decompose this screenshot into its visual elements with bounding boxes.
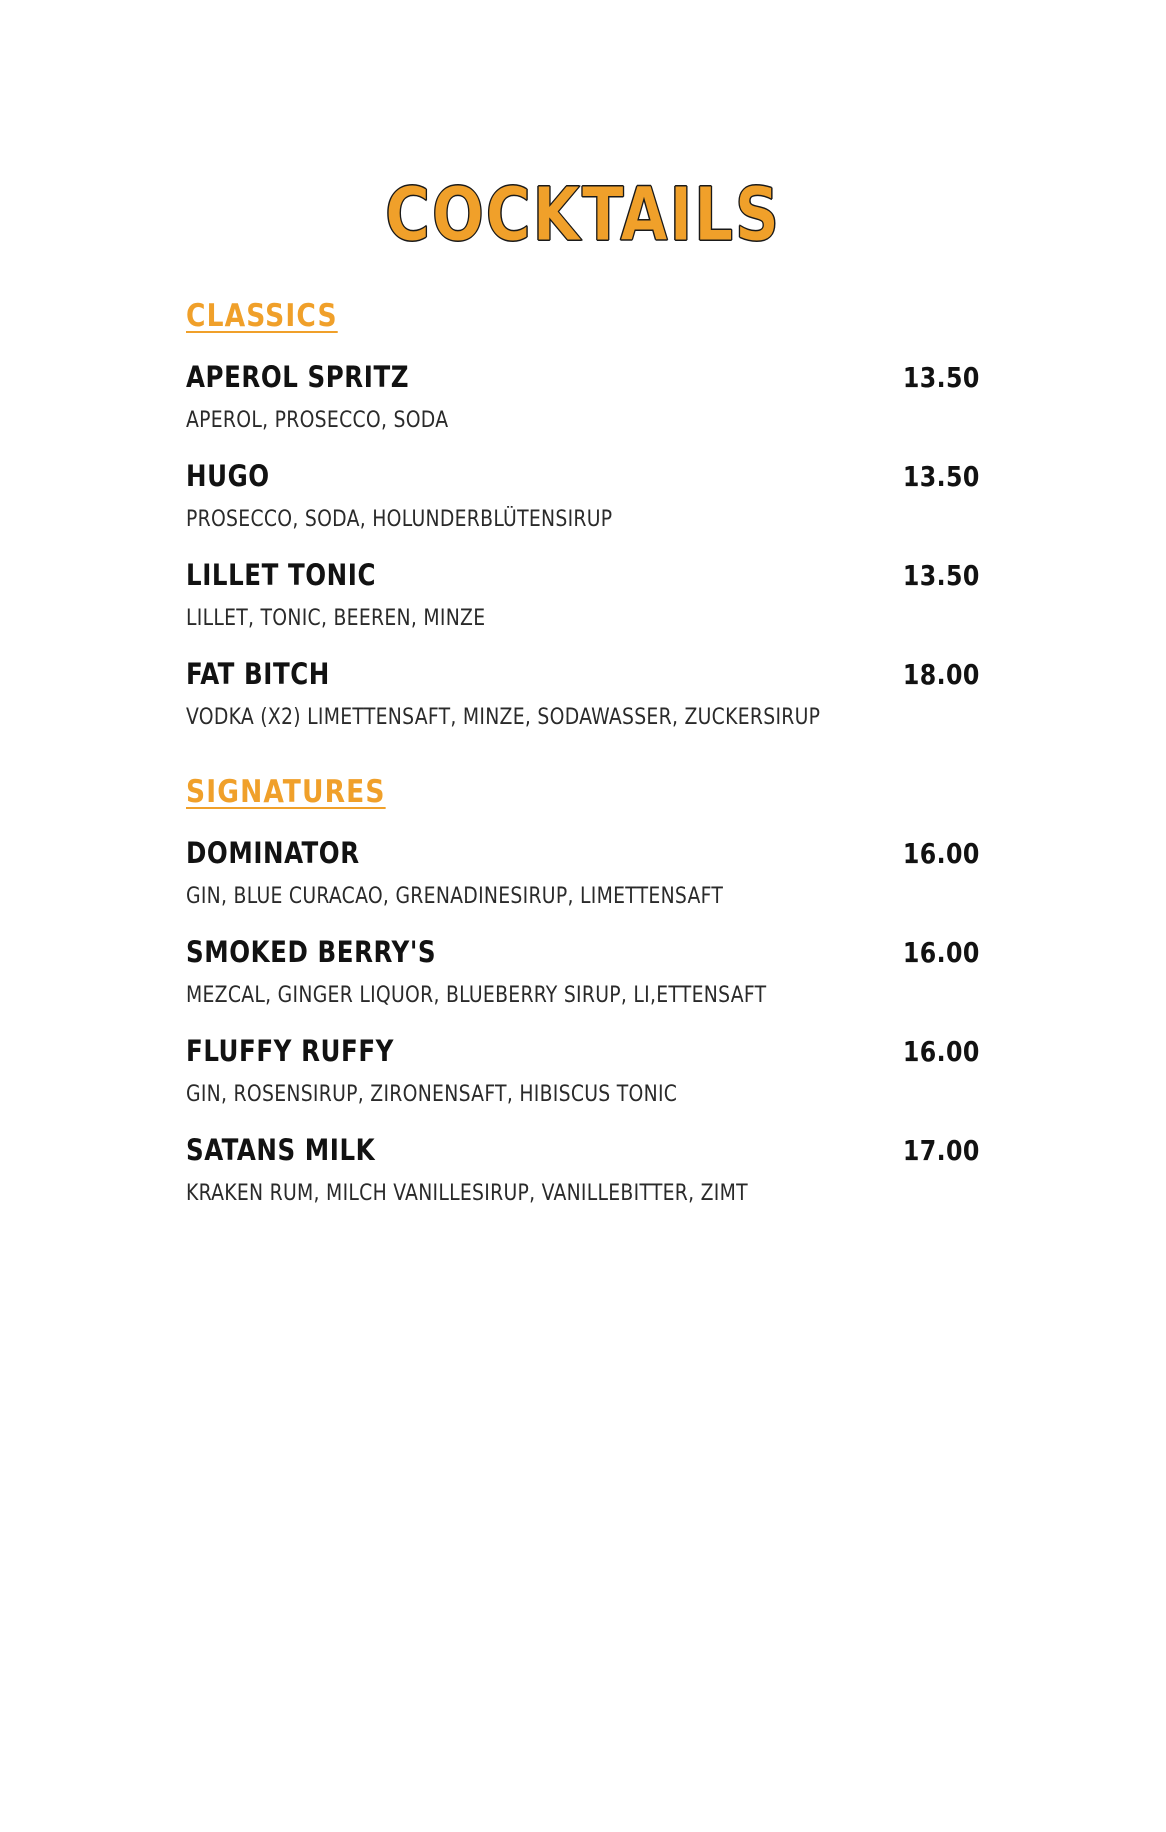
menu-item-row xyxy=(186,558,980,592)
menu-item-price: 13.50 xyxy=(903,559,980,592)
menu-item-description: APEROL, PROSECCO, SODA xyxy=(186,408,449,433)
menu-item-row xyxy=(186,1034,980,1068)
menu-item xyxy=(186,1133,980,1206)
menu-item-description: KRAKEN RUM, MILCH VANILLESIRUP, VANILLEBITTER, ZIMT xyxy=(186,1181,748,1206)
menu-item xyxy=(186,1034,980,1107)
menu-item-price: 13.50 xyxy=(903,361,980,394)
menu-item-price: 16.00 xyxy=(903,1035,980,1068)
menu-item-name: LILLET TONIC xyxy=(186,558,377,592)
menu-item-price: 16.00 xyxy=(903,837,980,870)
menu-item-price: 17.00 xyxy=(903,1134,980,1167)
menu-item-row xyxy=(186,657,980,691)
menu-item-name: FLUFFY RUFFY xyxy=(186,1034,394,1068)
menu-item-row xyxy=(186,459,980,493)
menu-item-row xyxy=(186,935,980,969)
menu-item-description: VODKA (X2) LIMETTENSAFT, MINZE, SODAWASSER, ZUCKERSIRUP xyxy=(186,705,821,730)
menu-section-classics xyxy=(186,298,980,730)
menu-item xyxy=(186,657,980,730)
menu-item-row xyxy=(186,1133,980,1167)
menu-item-name: APEROL SPRITZ xyxy=(186,360,410,394)
menu-item-row xyxy=(186,836,980,870)
menu-item xyxy=(186,836,980,909)
menu-item-description: MEZCAL, GINGER LIQUOR, BLUEBERRY SIRUP, LI,ETTENSAFT xyxy=(186,983,767,1008)
menu-item-price: 13.50 xyxy=(903,460,980,493)
menu-item-description: GIN, ROSENSIRUP, ZIRONENSAFT, HIBISCUS TONIC xyxy=(186,1082,678,1107)
page-title: COCKTAILS xyxy=(385,172,781,258)
menu-item-name: FAT BITCH xyxy=(186,657,330,691)
menu-item-name: HUGO xyxy=(186,459,270,493)
section-heading: SIGNATURES xyxy=(186,774,386,810)
menu-item-row xyxy=(186,360,980,394)
menu-item-price: 18.00 xyxy=(903,658,980,691)
menu-content xyxy=(0,298,1166,1206)
menu-item xyxy=(186,558,980,631)
menu-item-name: DOMINATOR xyxy=(186,836,360,870)
menu-item-name: SATANS MILK xyxy=(186,1133,376,1167)
section-heading: CLASSICS xyxy=(186,298,338,334)
menu-item xyxy=(186,360,980,433)
menu-item-description: GIN, BLUE CURACAO, GRENADINESIRUP, LIMETTENSAFT xyxy=(186,884,724,909)
menu-item xyxy=(186,459,980,532)
menu-item-name: SMOKED BERRY'S xyxy=(186,935,437,969)
menu-section-signatures xyxy=(186,774,980,1206)
menu-item-price: 16.00 xyxy=(903,936,980,969)
menu-page xyxy=(0,172,1166,1832)
menu-item xyxy=(186,935,980,1008)
menu-item-description: PROSECCO, SODA, HOLUNDERBLÜTENSIRUP xyxy=(186,507,613,532)
menu-item-description: LILLET, TONIC, BEEREN, MINZE xyxy=(186,606,486,631)
